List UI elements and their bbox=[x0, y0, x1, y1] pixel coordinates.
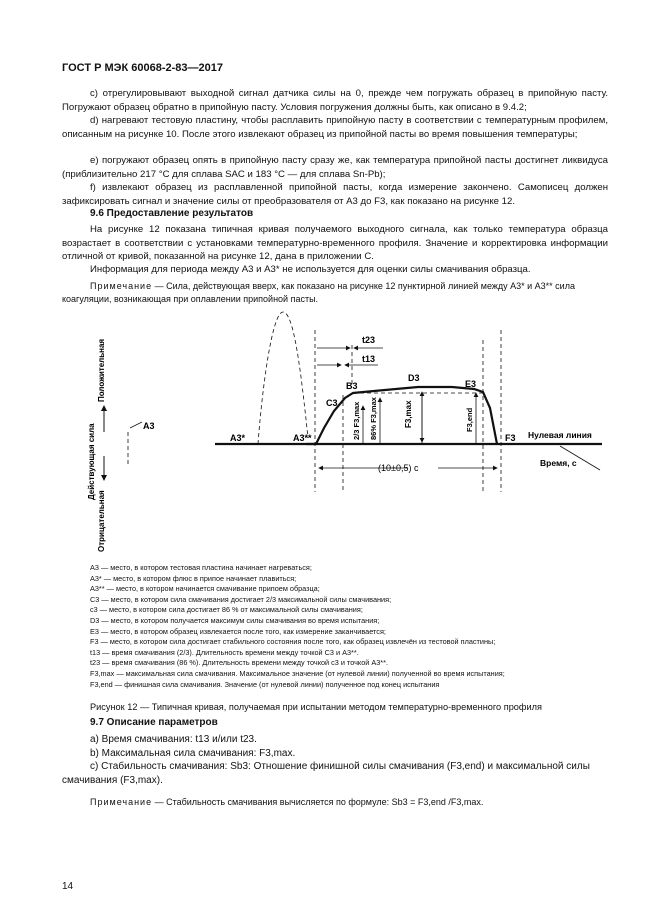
section-9-7-body bbox=[62, 733, 608, 787]
label-e3: E3 bbox=[465, 379, 477, 389]
y-axis-label: Действующая сила bbox=[87, 423, 96, 500]
section-9-6-para-2: Информация для периода между A3 и A3* не используется для оценки силы смачивания образца. bbox=[90, 264, 531, 275]
step-f: f) извлекают образец из расплавленной припойной пасты, когда измерение закончено. Самописец должен зафиксировать сигнал и значение силы от преобразователя от A3 до F3, как показано на рисунке 12. bbox=[62, 182, 608, 207]
legend-item: A3** — место, в котором начинается смачивание припоем образца; bbox=[90, 584, 320, 594]
label-f3: F3 bbox=[505, 433, 516, 443]
legend-item: D3 — место, в котором получается максимум силы смачивания во время испытания; bbox=[90, 615, 380, 625]
legend-item: F3 — место, в котором сила достигает стабильного состояния после того, как образец извлечён из тестовой пластины; bbox=[90, 637, 496, 647]
coagulation-curve bbox=[258, 312, 308, 444]
label-a3ss: A3** bbox=[293, 433, 312, 443]
page-number: 14 bbox=[62, 881, 74, 892]
section-9-6-heading: 9.6 Предоставление результатов bbox=[90, 208, 254, 219]
step-d: d) нагревают тестовую пластину, чтобы расплавить припойную пасту в соответствии с температурным профилем, описанным на рисунке 10. После этого извлекают образец из припойной пасты во время повышения температуры; bbox=[62, 115, 608, 140]
note-text: — Сила, действующая вверх, как показано на рисунке 12 пунктирной линией между A3* и A3** сила коагуляции, возникающая при оплавлении припойной пасты. bbox=[62, 281, 575, 304]
legend-item: A3* — место, в котором флюс в припое начинает плавиться; bbox=[90, 573, 297, 583]
y-axis-negative-label: Отрицательная bbox=[97, 490, 106, 552]
figure-legend bbox=[90, 563, 610, 690]
document-header: ГОСТ Р МЭК 60068-2-83—2017 bbox=[62, 62, 223, 74]
param-b: b) Максимальная сила смачивания: F3,max. bbox=[90, 747, 296, 759]
figure-caption: Рисунок 12 — Типичная кривая, получаемая при испытании методом температурно-временного профиля bbox=[90, 702, 542, 712]
param-a: a) Время смачивания: t13 и/или t23. bbox=[90, 734, 257, 745]
time-axis-label: Время, с bbox=[540, 458, 577, 468]
interval-label: (10±0,5) с bbox=[378, 463, 419, 473]
label-a3: A3 bbox=[143, 421, 155, 431]
legend-item: t13 — время смачивания (2/3). Длительность времени между точкой C3 и A3**. bbox=[90, 647, 359, 657]
legend-item: t23 — время смачивания (86 %). Длительность времени между точкой c3 и точкой A3**. bbox=[90, 658, 388, 668]
label-f3end: F3,end bbox=[465, 407, 474, 432]
label-d3: D3 bbox=[408, 373, 420, 383]
step-c: c) отрегулировывают выходной сигнал датчика силы на 0, прежде чем погружать образец в припойную пасту. Погружают образец обратно в припойную пасту. Условия погружения должны быть, как описано в 9.4.2; bbox=[62, 88, 608, 113]
legend-item: C3 — место, в котором сила смачивания достигает 2/3 максимальной силы смачивания; bbox=[90, 594, 392, 604]
section-9-7-note bbox=[62, 796, 608, 809]
label-f3max: F3,max bbox=[404, 400, 413, 428]
legend-item: F3,max — максимальная сила смачивания. Максимальное значение (от нулевой линии) полученной во время испытания; bbox=[90, 668, 505, 678]
legend-item: c3 — место, в котором сила достигает 86 % от максимальной силы смачивания; bbox=[90, 605, 363, 615]
label-pct86: 86% F3,max bbox=[369, 397, 378, 440]
label-b3: B3 bbox=[346, 381, 358, 391]
legend-item: A3 — место, в котором тестовая пластина начинает нагреваться; bbox=[90, 563, 312, 572]
note-label: Примечание bbox=[90, 797, 153, 807]
label-t13: t13 bbox=[362, 354, 376, 364]
legend-item: F3,end — финишная сила смачивания. Значение (от нулевой линии) полученное под конец испытания bbox=[90, 679, 440, 689]
label-t23: t23 bbox=[362, 335, 376, 345]
section-9-6-para-1: На рисунке 12 показана типичная кривая получаемого выходного сигнала, как только температура образца возрастает в соответствии с установками температурно-временного профиля. Значение и корректировка информации отличной от кривой, показанной на рисунке 12, дана в приложении С. bbox=[62, 224, 608, 262]
note-label: Примечание bbox=[90, 281, 153, 291]
label-a3s: A3* bbox=[230, 433, 246, 443]
zero-line-label: Нулевая линия bbox=[528, 430, 592, 440]
legend-item: E3 — место, в котором образец извлекается после того, как измерение заканчивается; bbox=[90, 626, 386, 636]
section-9-7-heading: 9.7 Описание параметров bbox=[90, 717, 218, 728]
param-c: c) Стабильность смачивания: Sb3: Отношение финишной силы смачивания (F3,end) и максимальной силы смачивания (F3,max). bbox=[62, 761, 590, 786]
y-axis-positive-label: Положительная bbox=[97, 338, 106, 402]
label-two-thirds: 2/3 F3,max bbox=[352, 401, 361, 440]
label-c3: C3 bbox=[326, 398, 338, 408]
note-text: — Стабильность смачивания вычисляется по формуле: Sb3 = F3,end /F3,max. bbox=[152, 797, 484, 807]
step-e: e) погружают образец опять в припойную пасту сразу же, как температура припойной пасты достигнет ликвидуса (приблизительно 217 °С для сплава SAC и 183 °С — для сплава Sn-Pb); bbox=[62, 155, 608, 180]
